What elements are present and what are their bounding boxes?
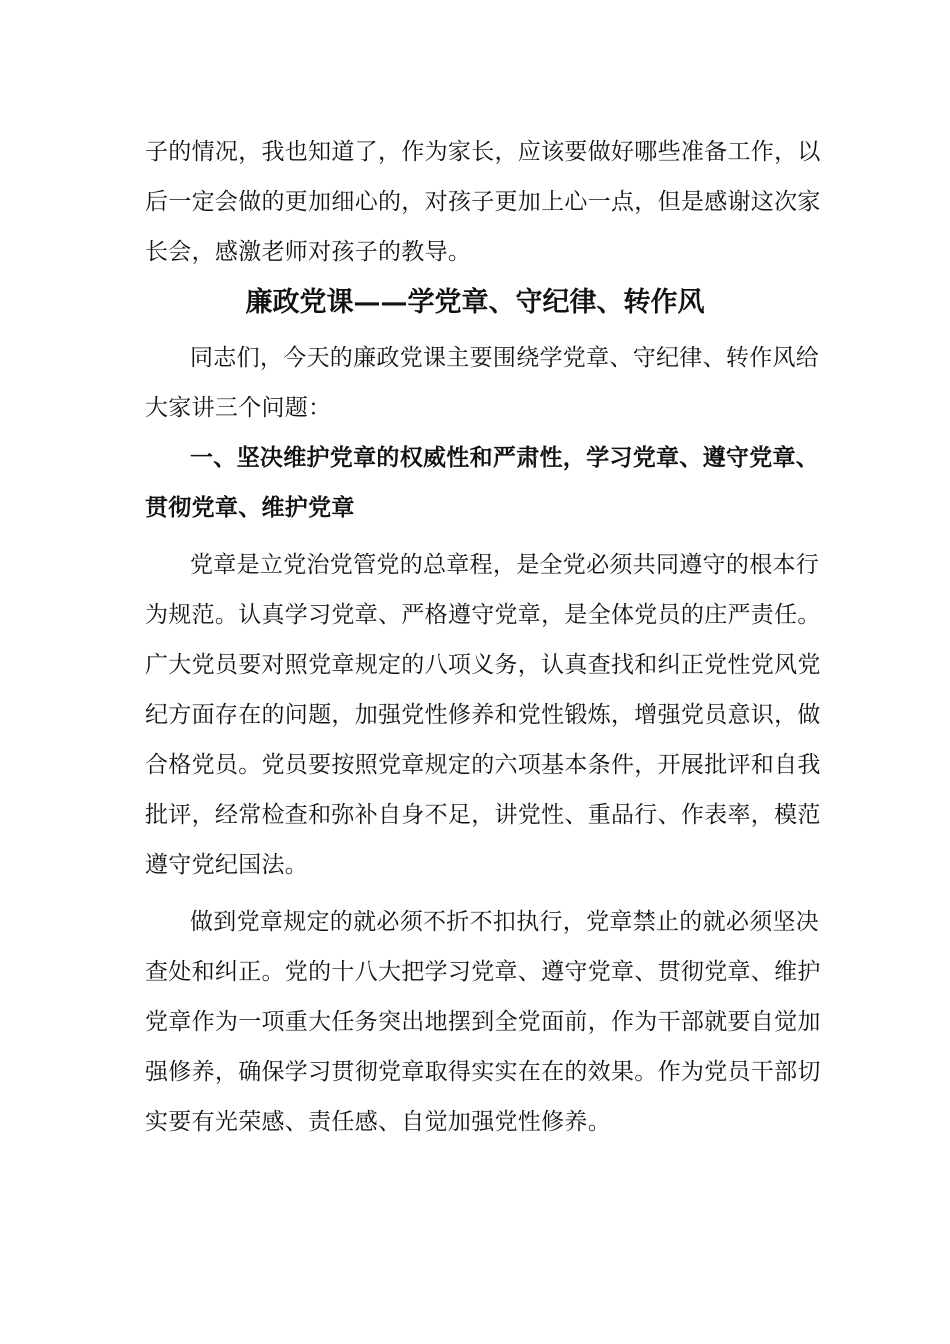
intro-line: 大家讲三个问题：: [145, 395, 332, 421]
paragraph-line: 做到党章规定的就必须不折不扣执行，党章禁止的就必须坚决: [190, 909, 820, 935]
intro-line: 同志们，今天的廉政党课主要围绕学党章、守纪律、转作风给: [190, 345, 820, 371]
paragraph-line: 遵守党纪国法。: [145, 852, 309, 878]
paragraph-line: 合格党员。党员要按照党章规定的六项基本条件，开展批评和自我: [145, 752, 821, 778]
paragraph-line: 为规范。认真学习党章、严格遵守党章，是全体党员的庄严责任。: [145, 602, 821, 628]
paragraph-line: 实要有光荣感、责任感、自觉加强党性修养。: [145, 1109, 611, 1135]
paragraph-line: 党章作为一项重大任务突出地摆到全党面前，作为干部就要自觉加: [145, 1009, 821, 1035]
section-heading: 贯彻党章、维护党章: [145, 494, 355, 521]
continuation-line: 长会，感激老师对孩子的教导。: [145, 239, 472, 265]
paragraph-line: 纪方面存在的问题，加强党性修养和党性锻炼，增强党员意识，做: [145, 702, 821, 728]
paragraph-line: 广大党员要对照党章规定的八项义务，认真查找和纠正党性党风党: [145, 652, 821, 678]
continuation-line: 子的情况，我也知道了，作为家长，应该要做好哪些准备工作，以: [145, 139, 821, 165]
document-title: 廉政党课——学党章、守纪律、转作风: [245, 287, 705, 318]
continuation-line: 后一定会做的更加细心的，对孩子更加上心一点，但是感谢这次家: [145, 189, 821, 215]
paragraph-line: 党章是立党治党管党的总章程，是全党必须共同遵守的根本行: [190, 552, 820, 578]
paragraph-line: 查处和纠正。党的十八大把学习党章、遵守党章、贯彻党章、维护: [145, 959, 821, 985]
section-heading: 一、坚决维护党章的权威性和严肃性，学习党章、遵守党章、: [190, 444, 820, 471]
paragraph-line: 强修养，确保学习贯彻党章取得实实在在的效果。作为党员干部切: [145, 1059, 821, 1085]
paragraph-line: 批评，经常检查和弥补自身不足，讲党性、重品行、作表率，模范: [145, 802, 821, 828]
